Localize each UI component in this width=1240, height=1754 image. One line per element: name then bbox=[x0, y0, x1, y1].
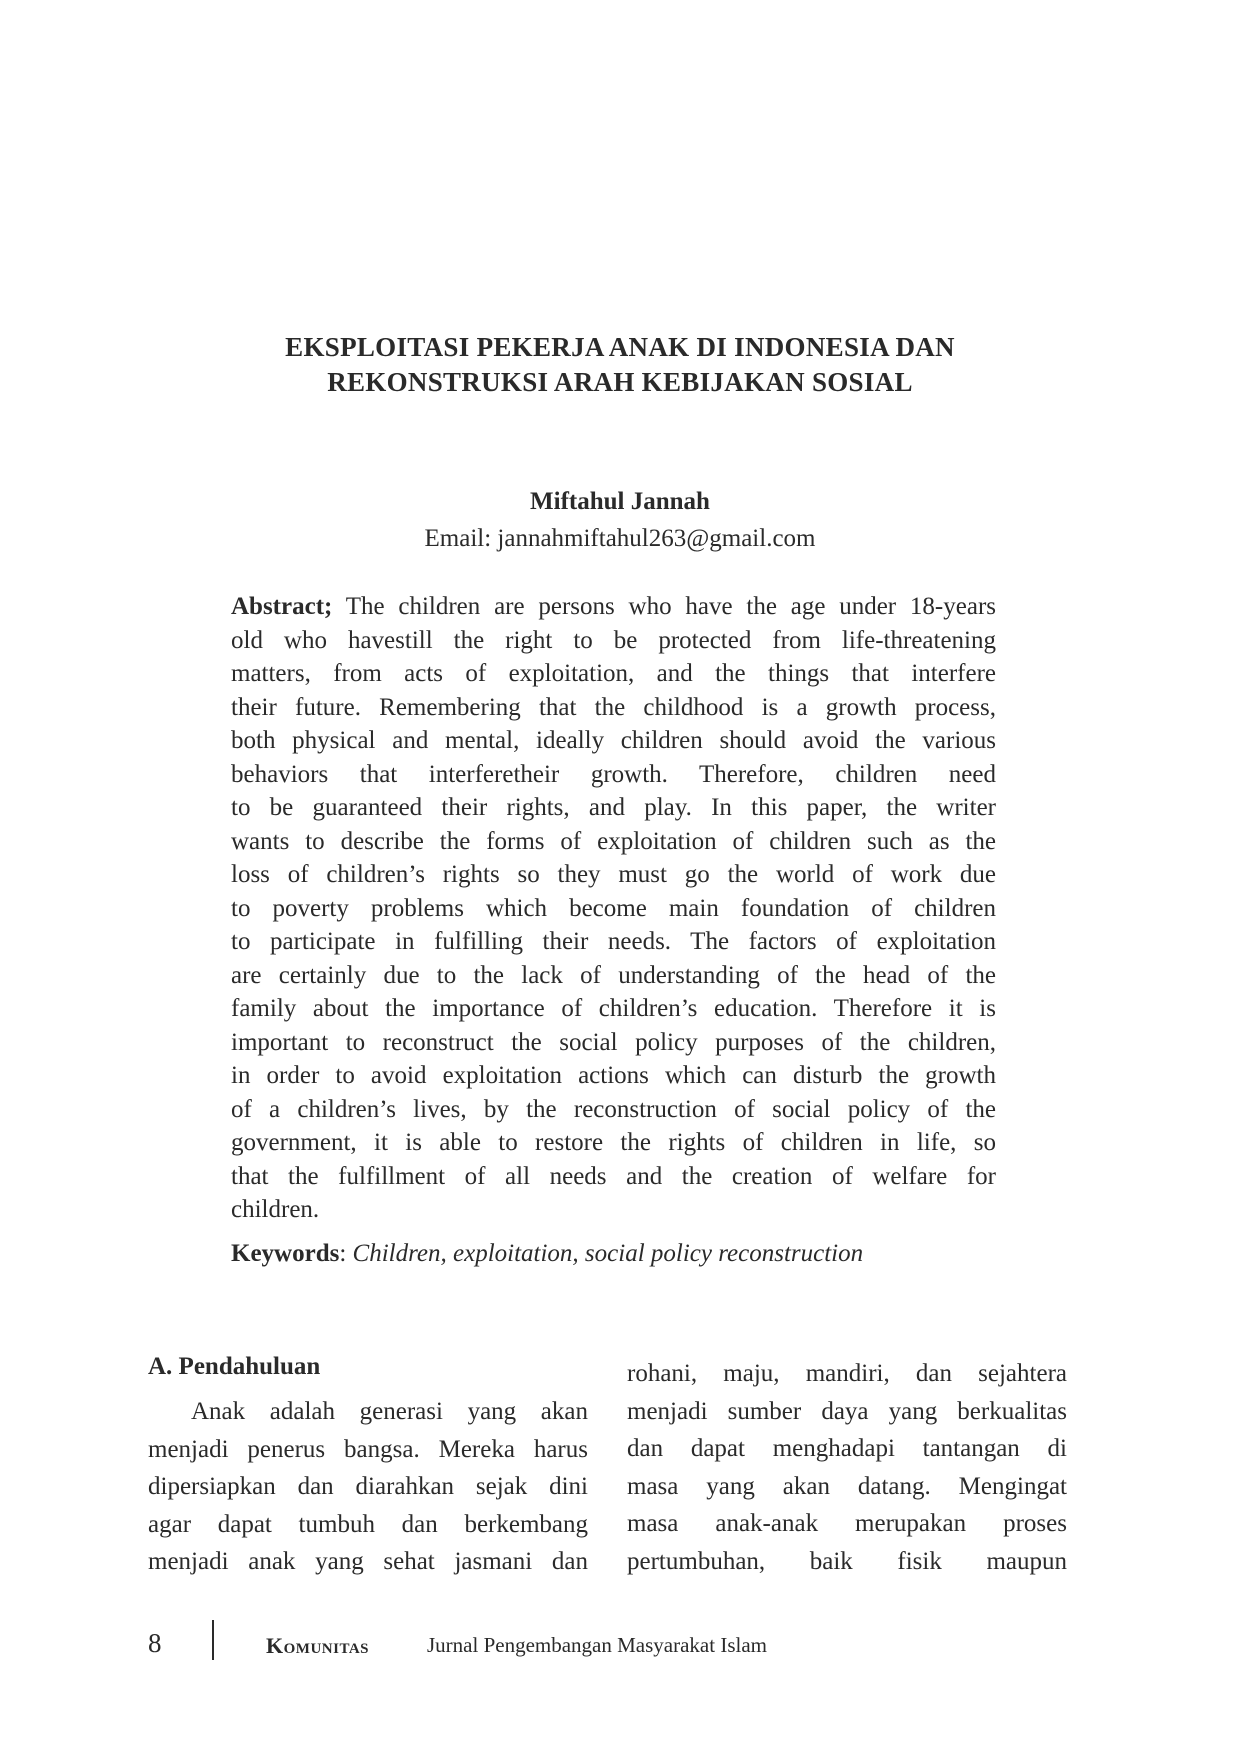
keywords-value: Children, exploitation, social policy reconstruction bbox=[352, 1240, 864, 1267]
body-line: masa yang akan datang. Mengingat bbox=[627, 1472, 1067, 1500]
abstract-line: their future. Remembering that the childhood is a growth process, bbox=[231, 693, 996, 721]
abstract-line: wants to describe the forms of exploitation of children such as the bbox=[231, 827, 996, 855]
body-line: masa anak-anak merupakan proses bbox=[627, 1510, 1067, 1537]
paper-title-line-2: REKONSTRUKSI ARAH KEBIJAKAN SOSIAL bbox=[327, 367, 913, 397]
abstract-line: government, it is able to restore the rights of children in life, so bbox=[231, 1129, 996, 1156]
body-line: menjadi sumber daya yang berkualitas bbox=[627, 1397, 1067, 1425]
keywords-label: Keywords bbox=[231, 1240, 340, 1267]
footer-divider bbox=[212, 1620, 214, 1660]
abstract bbox=[231, 590, 996, 1227]
abstract-line: old who havestill the right to be protected from life-threatening bbox=[231, 626, 996, 654]
abstract-line: in order to avoid exploitation actions which can disturb the growth bbox=[231, 1062, 996, 1089]
abstract-line: matters, from acts of exploitation, and the things that interfere bbox=[231, 660, 996, 687]
journal-subtitle: Jurnal Pengembangan Masyarakat Islam bbox=[427, 1633, 767, 1657]
body-line: rohani, maju, mandiri, dan sejahtera bbox=[627, 1360, 1067, 1387]
abstract-line: family about the importance of children’s education. Therefore it is bbox=[231, 995, 996, 1022]
paper-title bbox=[200, 330, 1040, 400]
abstract-line: to be guaranteed their rights, and play. In this paper, the writer bbox=[231, 794, 996, 821]
abstract-line: to participate in fulfilling their needs. The factors of exploitation bbox=[231, 928, 996, 955]
journal-name: Komunitas bbox=[266, 1633, 370, 1658]
author-name: Miftahul Jannah bbox=[530, 488, 710, 515]
body-column-left bbox=[148, 1393, 588, 1581]
abstract-line: to poverty problems which become main foundation of children bbox=[231, 894, 996, 922]
author-email: Email: jannahmiftahul263@gmail.com bbox=[424, 525, 816, 552]
abstract-line: important to reconstruct the social policy purposes of the children, bbox=[231, 1028, 996, 1056]
body-line: menjadi penerus bangsa. Mereka harus bbox=[148, 1435, 588, 1463]
abstract-line bbox=[231, 590, 996, 624]
body-line: menjadi anak yang sehat jasmani dan bbox=[148, 1548, 588, 1575]
body-line: dipersiapkan dan diarahkan sejak dini bbox=[148, 1473, 588, 1500]
keywords-separator: : bbox=[339, 1240, 353, 1267]
abstract-first-line: The children are persons who have the age under 18-years bbox=[332, 593, 996, 620]
keywords bbox=[231, 1240, 996, 1268]
body-line: dan dapat menghadapi tantangan di bbox=[627, 1435, 1067, 1462]
abstract-line: children. bbox=[231, 1196, 320, 1223]
body-column-right bbox=[627, 1355, 1067, 1580]
abstract-line: behaviors that interferetheir growth. Therefore, children need bbox=[231, 760, 996, 788]
body-line: pertumbuhan, baik fisik maupun bbox=[627, 1547, 1067, 1575]
abstract-line: that the fulfillment of all needs and the creation of welfare for bbox=[231, 1162, 996, 1190]
abstract-label: Abstract; bbox=[231, 593, 333, 620]
body-line: Anak adalah generasi yang akan bbox=[191, 1398, 588, 1425]
paper-title-line-1: EKSPLOITASI PEKERJA ANAK DI INDONESIA DAN bbox=[285, 332, 955, 362]
page-number: 8 bbox=[148, 1628, 162, 1658]
abstract-line: both physical and mental, ideally children should avoid the various bbox=[231, 727, 996, 754]
abstract-line: of a children’s lives, by the reconstruction of social policy of the bbox=[231, 1095, 996, 1123]
section-heading: A. Pendahuluan bbox=[148, 1353, 321, 1380]
body-line: agar dapat tumbuh dan berkembang bbox=[148, 1510, 588, 1538]
abstract-line: loss of children’s rights so they must go the world of work due bbox=[231, 861, 996, 888]
abstract-line: are certainly due to the lack of understanding of the head of the bbox=[231, 961, 996, 989]
